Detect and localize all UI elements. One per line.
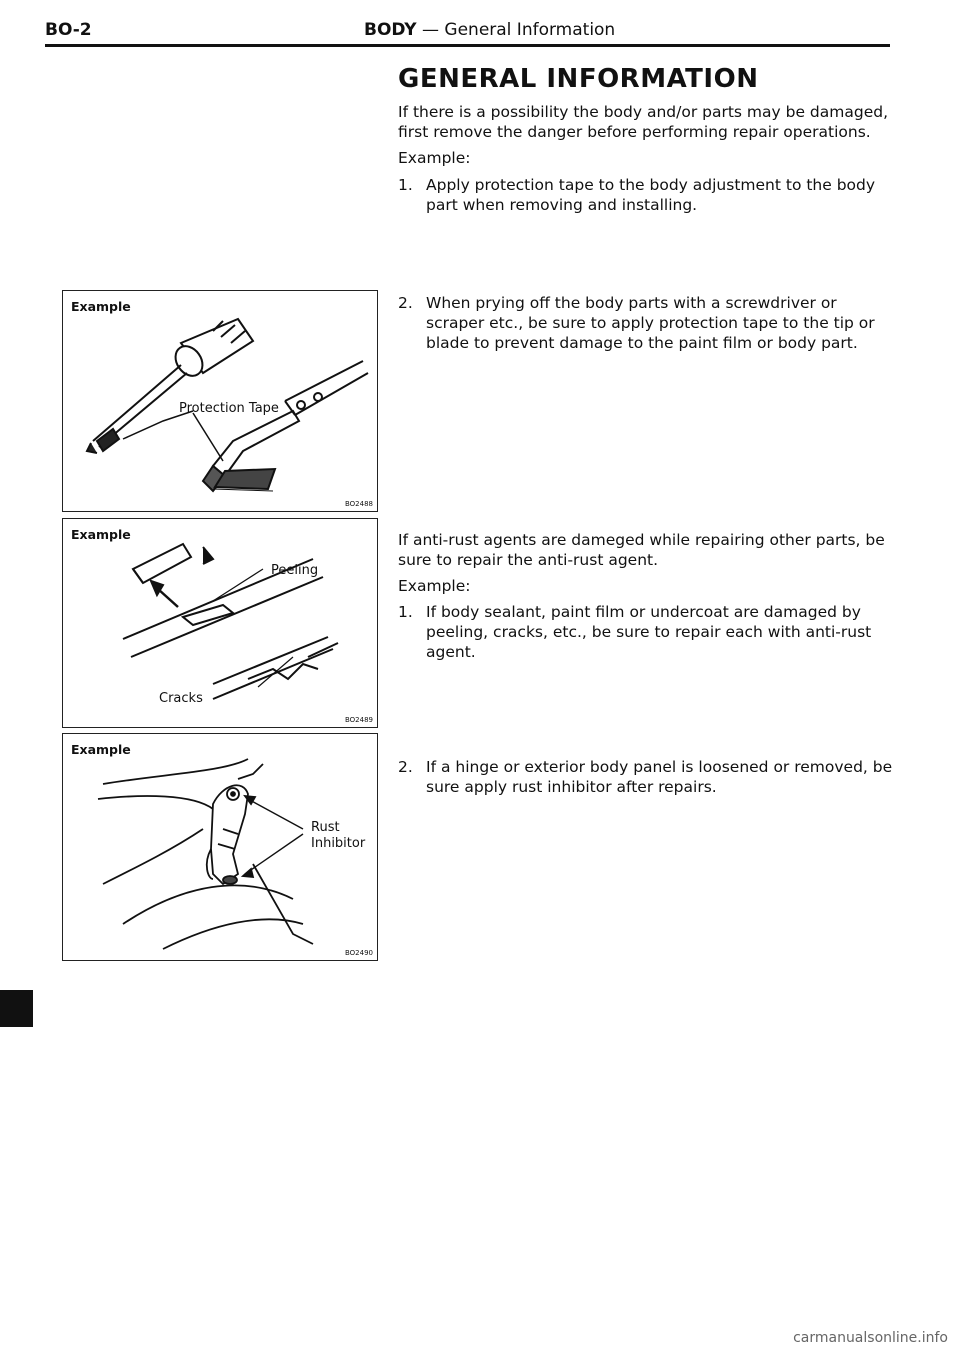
thumb-index-marker [0,990,33,1027]
callout-rust: Rust [311,820,340,835]
figure-peeling-cracks [62,518,378,728]
page-number: BO-2 [45,20,92,40]
callout-inhibitor: Inhibitor [311,836,366,851]
sealant-damage-illustration [63,519,377,727]
figure-rust-inhibitor [62,733,378,961]
header-dash: — [416,20,445,40]
figure-code: BO2490 [344,949,373,957]
header-rule [45,44,890,47]
figure-label: Example [71,299,131,314]
item-number: 1. [398,603,413,621]
figure-code: BO2489 [344,716,373,724]
figure-label: Example [71,742,131,757]
example-label: Example: [398,149,471,167]
item-text: If a hinge or exterior body panel is loosened or removed, be sure apply rust inhibitor after repairs. [426,758,893,796]
figure-protection-tape [62,290,378,512]
figure-code: BO2488 [344,500,373,508]
item-text: Apply protection tape to the body adjustment to the body part when removing and installing. [426,176,876,214]
item-text: If body sealant, paint film or undercoat are damaged by peeling, cracks, etc., be sure to repair each with anti-rust agent. [426,603,872,661]
header-subsection: General Information [444,20,616,40]
item-number: 1. [398,176,413,194]
intro-paragraph: If there is a possibility the body and/or parts may be damaged, first remove the danger before performing repair operations. [398,103,888,141]
watermark-text: carmanualsonline.info [793,1330,948,1346]
rust-paragraph: If anti-rust agents are dameged while repairing other parts, be sure to repair the anti-rust agent. [398,531,885,569]
item-number: 2. [398,758,413,776]
callout-peeling: Peeling [271,563,319,578]
item-number: 2. [398,294,413,312]
header-section: BODY [364,20,417,40]
item-text: When prying off the body parts with a screwdriver or scraper etc., be sure to apply protection tape to the tip or blade to prevent damage to the paint film or body part. [426,294,875,352]
callout-protection-tape: Protection Tape [179,401,279,416]
callout-cracks: Cracks [159,691,203,706]
example-label: Example: [398,577,471,595]
page-title: GENERAL INFORMATION [398,64,759,94]
figure-label: Example [71,527,131,542]
running-header [364,20,615,40]
